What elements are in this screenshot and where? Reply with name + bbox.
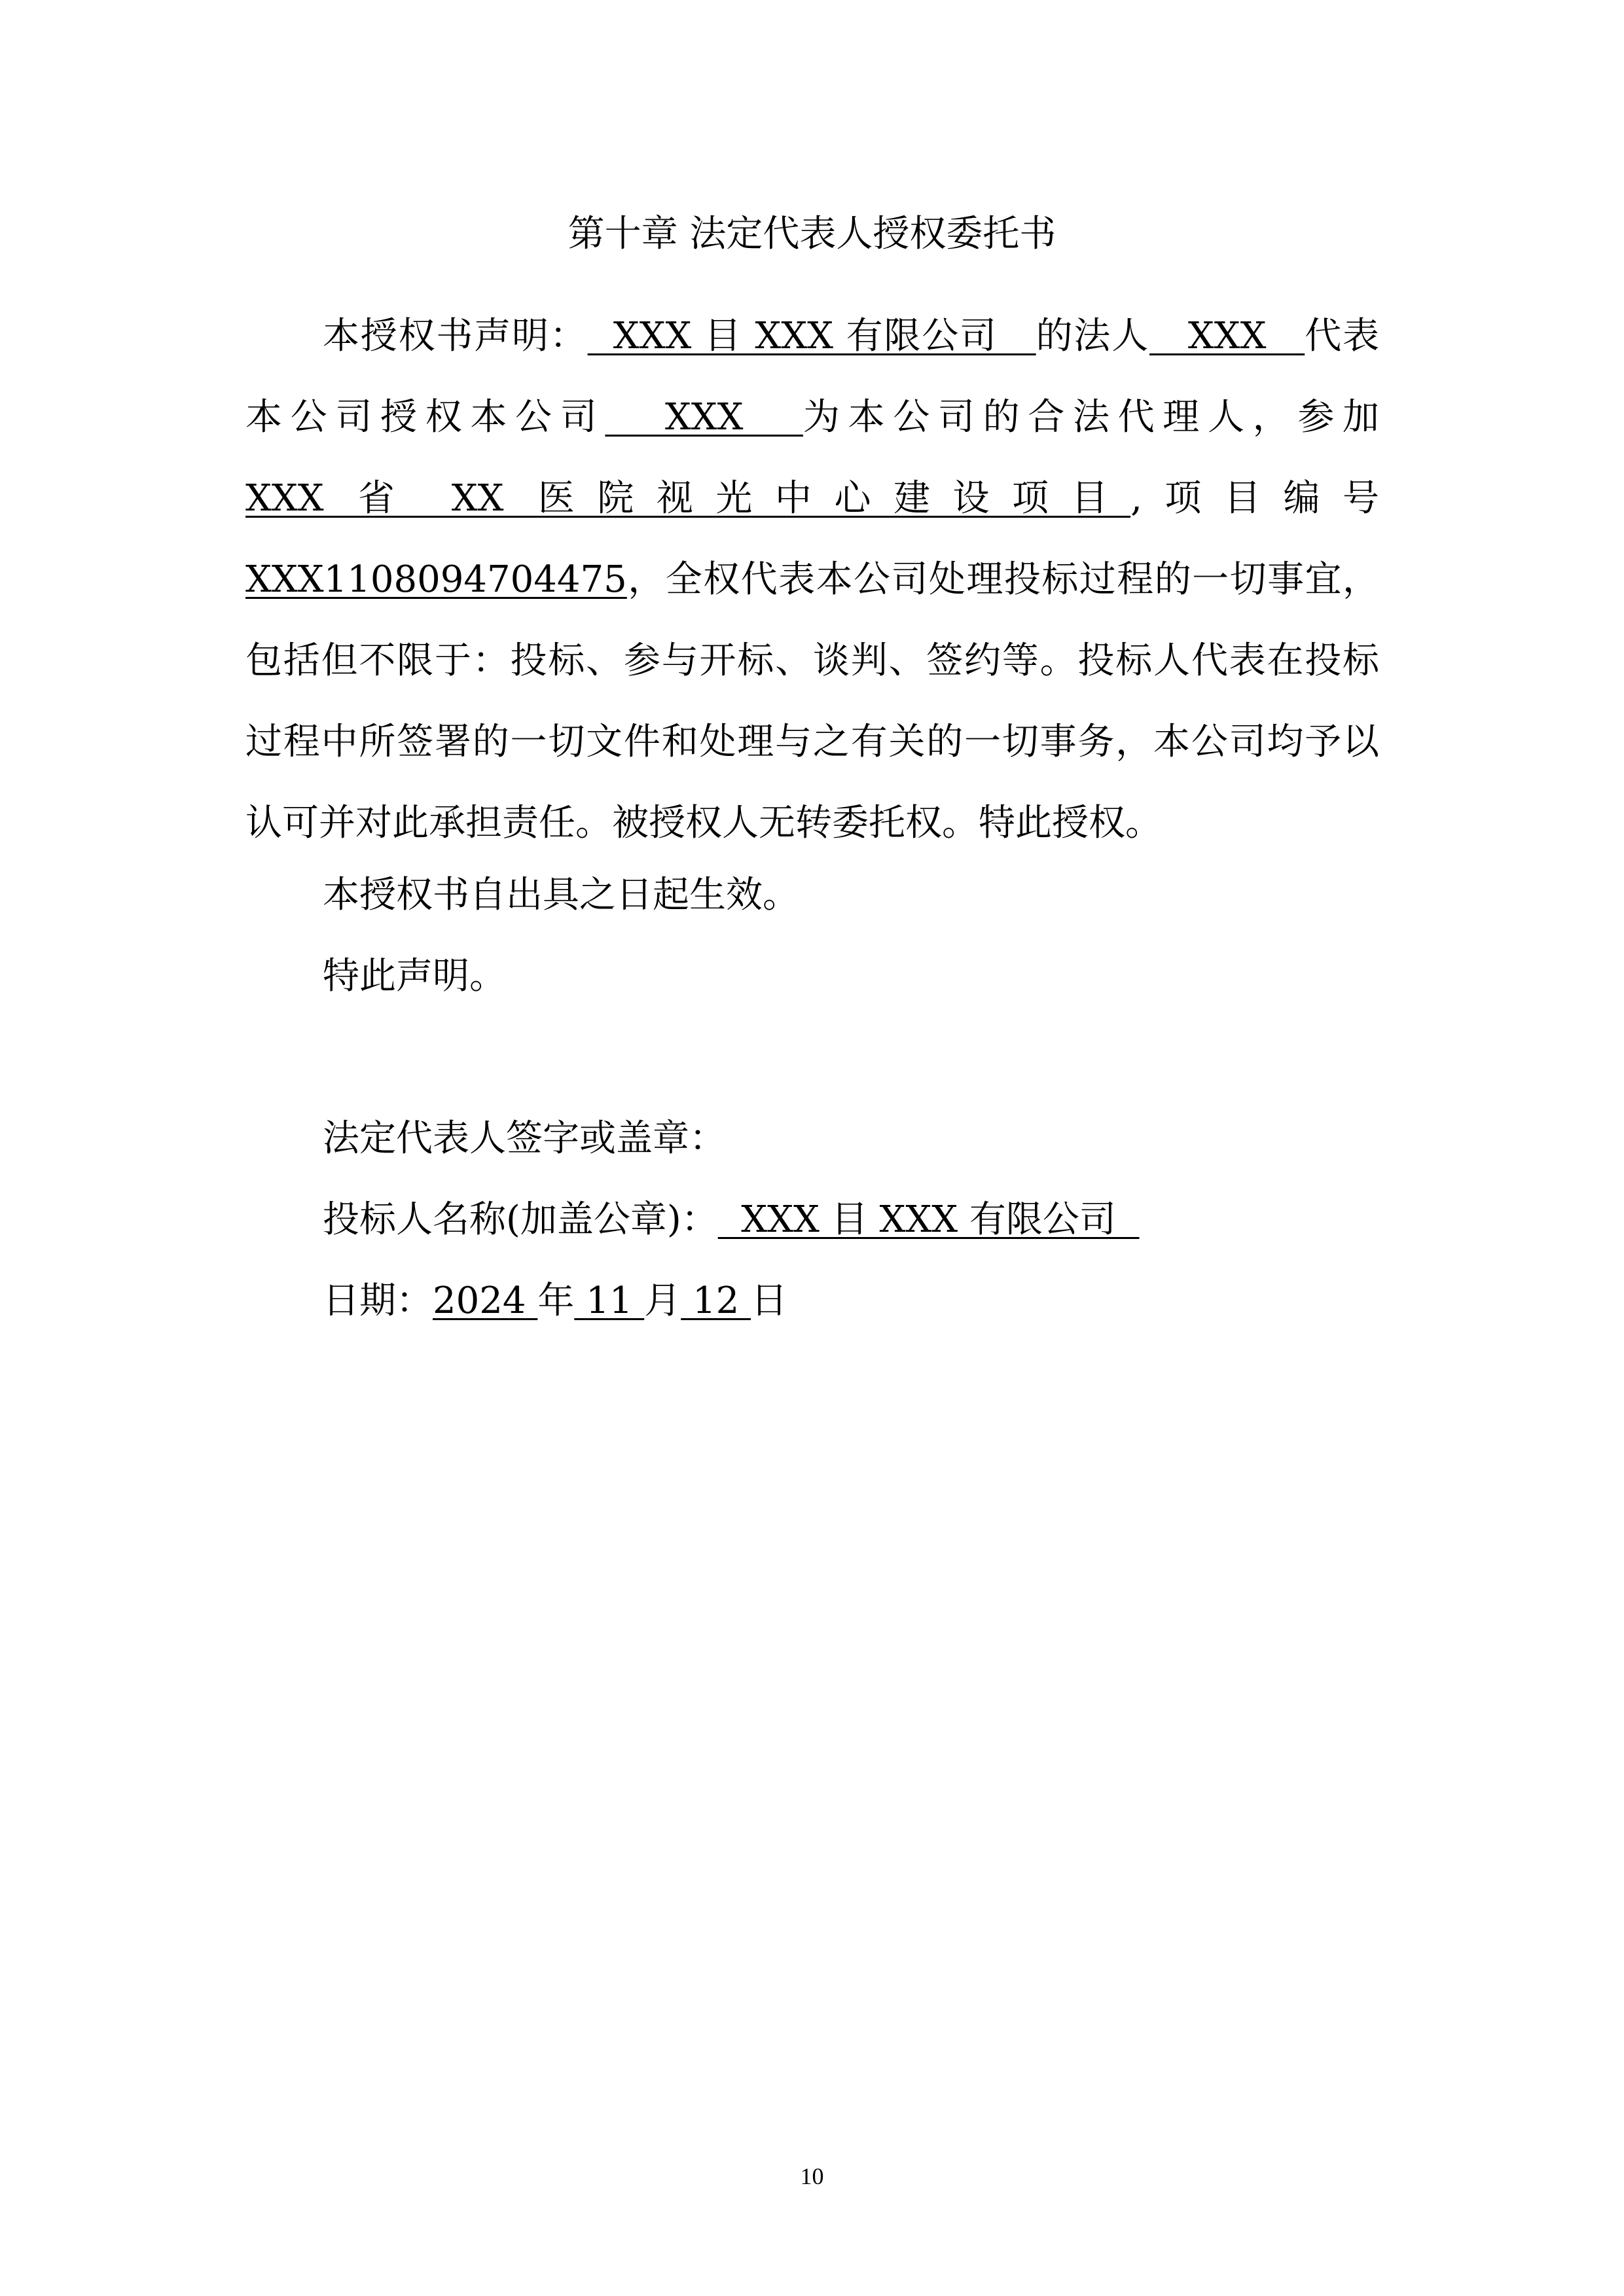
authorization-declaration [245, 296, 1379, 864]
closing-statement: 特此声明。 [323, 955, 506, 997]
declaration-tail: ，全权代表本公司处理投标过程的一切事宜，包括但不限于：投标、参与开标、谈判、签约等。投标人代表在投标过程中所签署的一切文件和处理与之有关的一切事务，本公司均予以认可并对此承担责任。被授权人无转委托权。特此授权。 [245, 558, 1379, 844]
date-day-unit: 日 [751, 1280, 788, 1322]
declaration-text-1: 的法人 [1036, 315, 1150, 357]
date-year-field: 2024 [433, 1280, 538, 1322]
authorized-agent-field: XXX [605, 396, 803, 439]
effective-statement: 本授权书自出具之日起生效。 [323, 874, 799, 916]
bidder-name-line [323, 1194, 1140, 1246]
page-title: 第十章 法定代表人授权委托书 [568, 213, 1056, 255]
date-month-field: 11 [574, 1280, 645, 1322]
bidder-name-label: 投标人名称(加盖公章)： [323, 1198, 718, 1241]
project-code-field: XXX1108094704475 [245, 558, 627, 601]
date-label: 日期： [323, 1280, 433, 1322]
declaration-text-4: ,项目编号 [1130, 477, 1379, 520]
legal-representative-field: XXX [1149, 315, 1305, 357]
page-number: 10 [800, 2163, 824, 2189]
project-name-field: XXX 省 XX 医院视光中心建设项目 [245, 477, 1131, 520]
bidder-name-field: XXX 目 XXX 有限公司 [717, 1198, 1140, 1241]
date-year-unit: 年 [537, 1280, 575, 1322]
date-month-unit: 月 [644, 1280, 681, 1322]
declaration-text-2: 代表本公司授权本公司 [245, 315, 1380, 439]
date-line [323, 1275, 787, 1327]
company-name-field: XXX 目 XXX 有限公司 [587, 315, 1036, 357]
declaration-text-3: 为本公司的合法代理人，参加 [803, 396, 1380, 439]
declaration-lead: 本授权书声明： [323, 315, 588, 357]
signature-label: 法定代表人签字或盖章： [323, 1117, 726, 1160]
date-day-field: 12 [681, 1280, 751, 1322]
